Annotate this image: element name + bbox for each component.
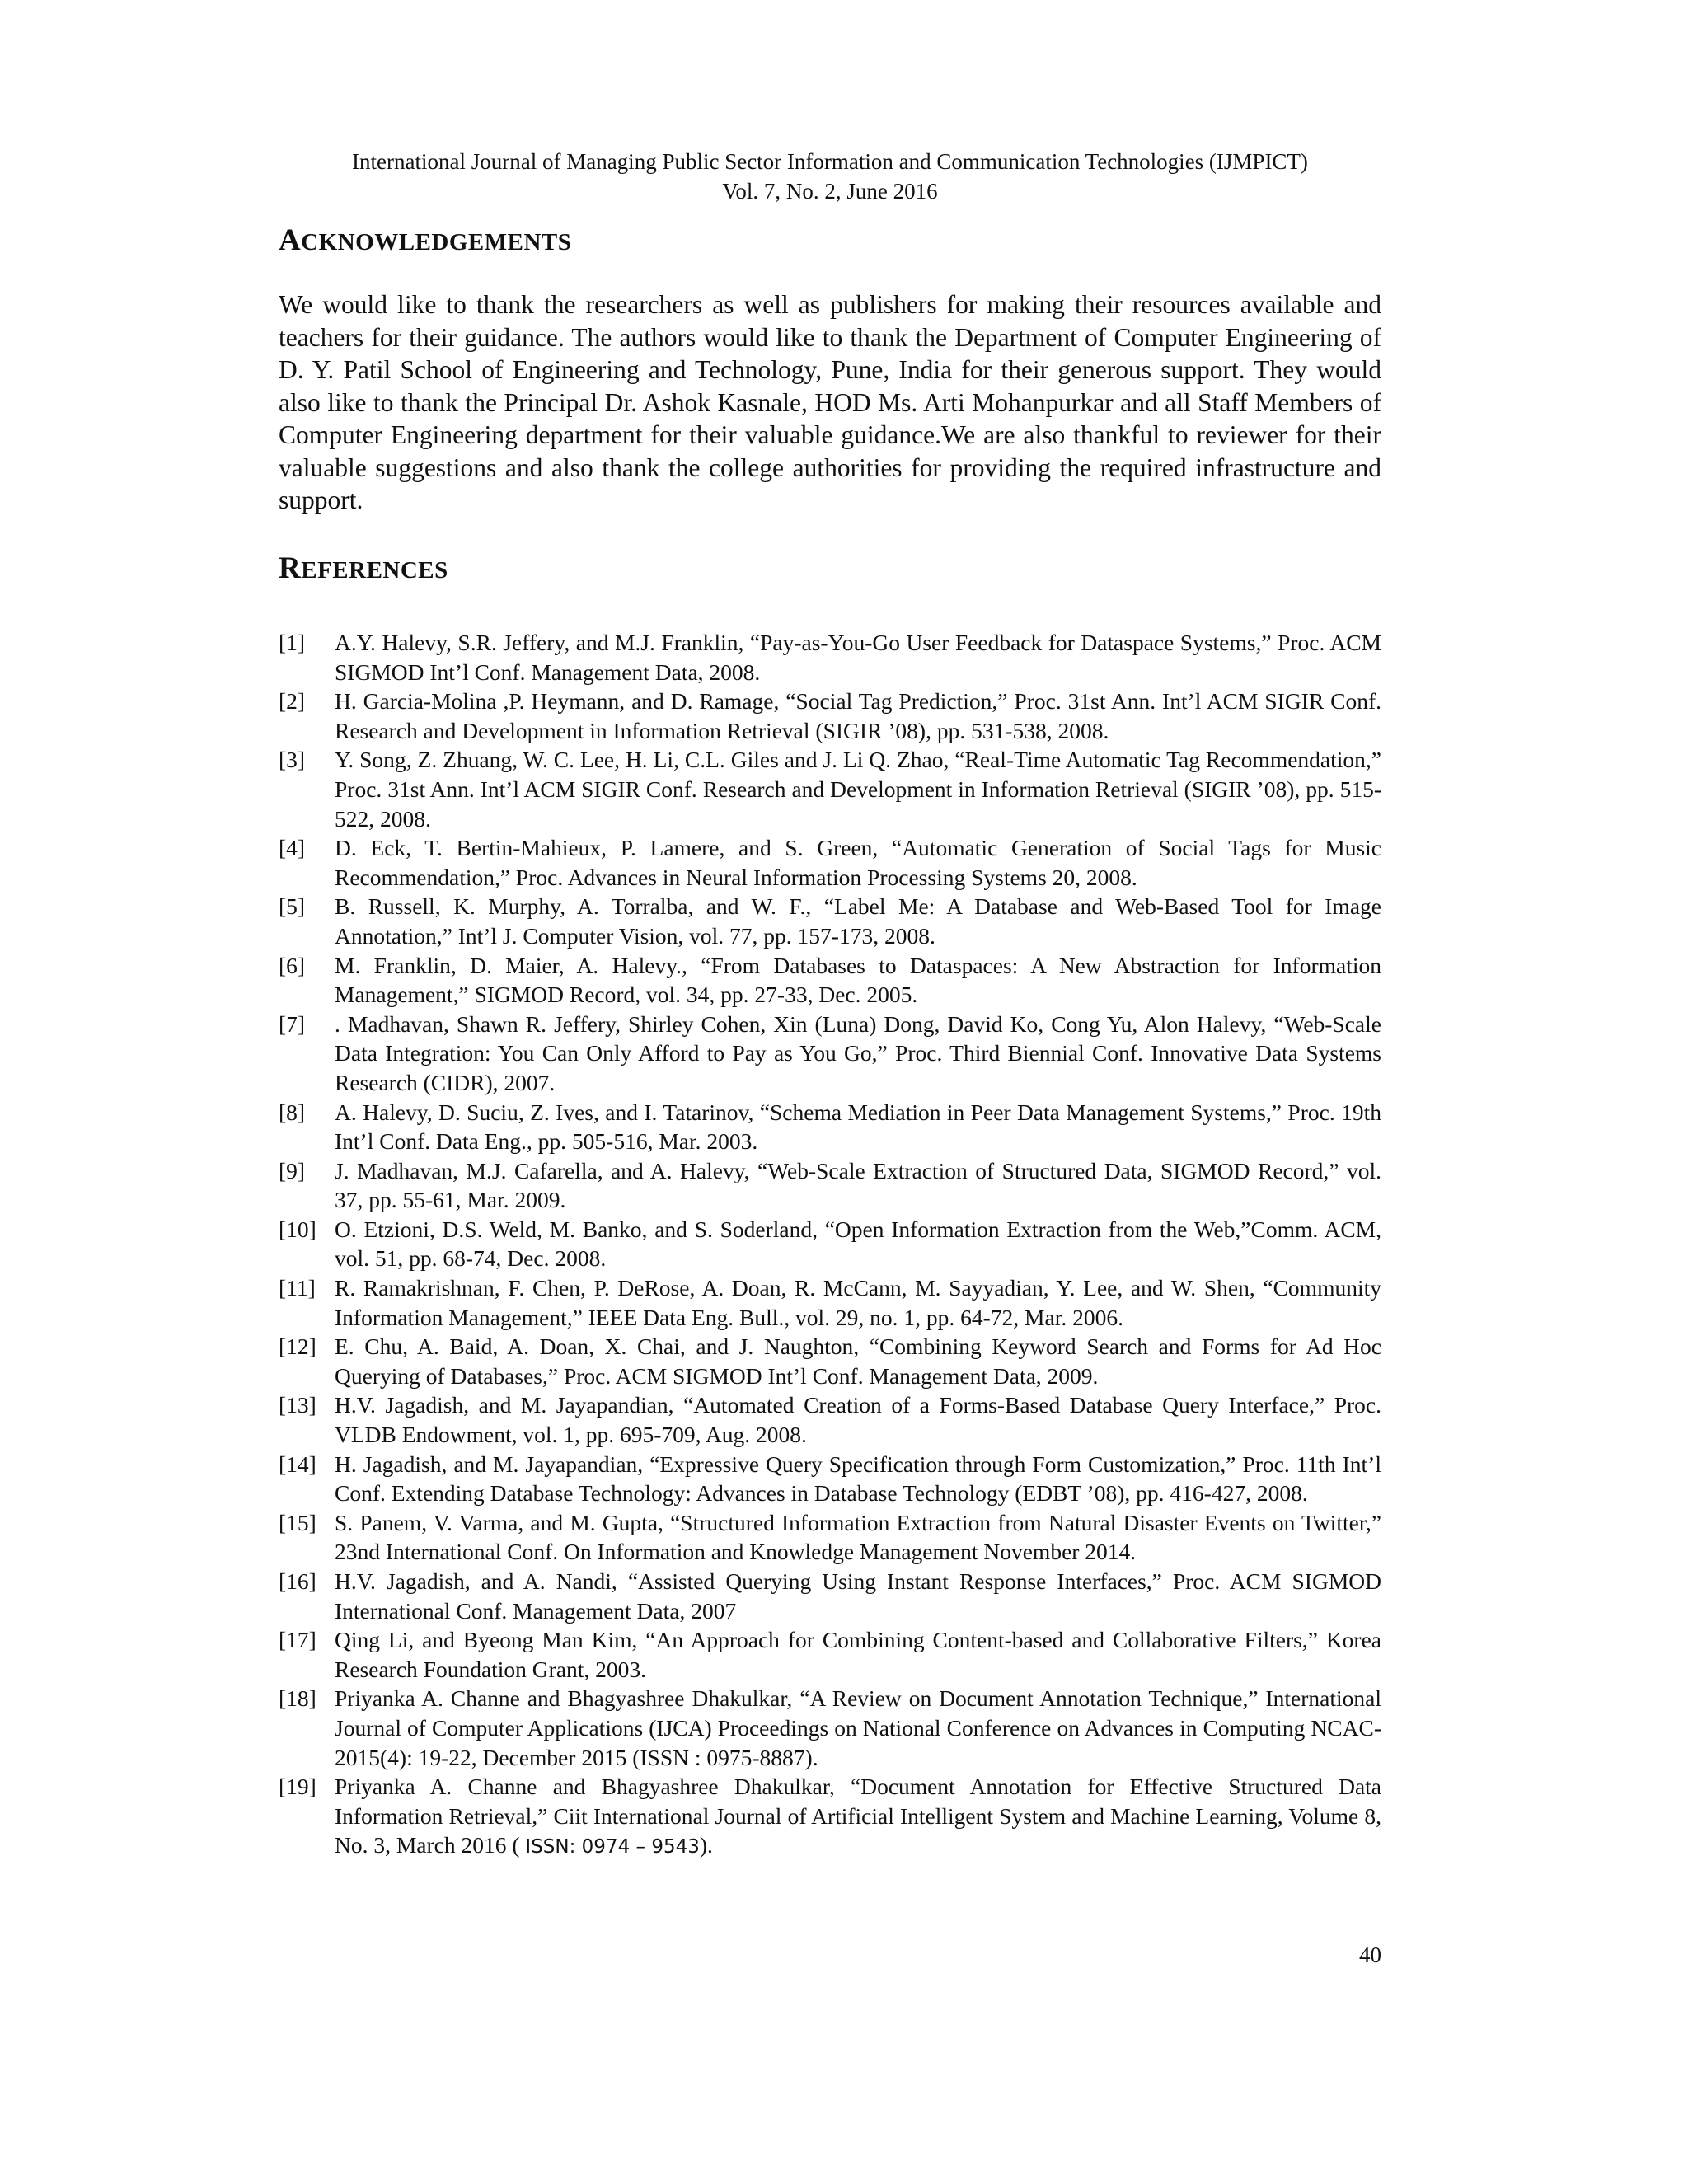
reference-citation: . Madhavan, Shawn R. Jeffery, Shirley Cohen, Xin (Luna) Dong, David Ko, Cong Yu, Alon Halevy, “Web-Scale Data Integration: You Can Only Afford to Pay as You Go,” Proc. Third Biennial Conf. Innovative Data Systems Research (CIDR), 2007. (335, 1010, 1381, 1095)
reference-citation: E. Chu, A. Baid, A. Doan, X. Chai, and J. Naughton, “Combining Keyword Search and Forms for Ad Hoc Querying of Databases,” Proc. ACM SIGMOD Int’l Conf. Management Data, 2009. (335, 1333, 1381, 1389)
reference-citation: M. Franklin, D. Maier, A. Halevy., “From Databases to Dataspaces: A New Abstraction for Information Management,” SIGMOD Record, vol. 34, pp. 27-33, Dec. 2005. (335, 952, 1381, 1008)
running-header (279, 147, 1381, 206)
reference-number: [4] (279, 835, 306, 861)
reference-item (279, 892, 1381, 950)
reference-item (279, 1156, 1381, 1215)
reference-text (335, 833, 1381, 892)
heading-rest: CKNOWLEDGEMENTS (301, 229, 572, 255)
reference-text (335, 1390, 1381, 1449)
reference-text (335, 1215, 1381, 1273)
reference-number: [15] (279, 1509, 316, 1535)
reference-item (279, 1215, 1381, 1273)
reference-item (279, 628, 1381, 687)
reference-citation: H.V. Jagadish, and A. Nandi, “Assisted Querying Using Instant Response Interfaces,” Proc. ACM SIGMOD International Conf. Management Data, 2007 (335, 1568, 1381, 1624)
reference-number: [1] (279, 630, 306, 655)
reference-item (279, 1567, 1381, 1625)
heading-initial: A (279, 223, 302, 257)
reference-citation: H. Garcia-Molina ,P. Heymann, and D. Ramage, “Social Tag Prediction,” Proc. 31st Ann. Int’l ACM SIGIR Conf. Research and Development in Information Retrieval (SIGIR ’08), pp. 531-538, 2008. (335, 688, 1381, 743)
reference-citation: Priyanka A. Channe and Bhagyashree Dhakulkar, “A Review on Document Annotation Technique,” International Journal of Computer Applications (IJCA) Proceedings on National Conference on Advances in Computing NCAC-2015(4): 19-22, December 2015 (ISSN : 0975-8887). (335, 1685, 1381, 1770)
reference-text (335, 1273, 1381, 1332)
reference-number: [10] (279, 1216, 316, 1242)
reference-item (279, 1098, 1381, 1156)
reference-tail: ). (699, 1832, 713, 1858)
reference-text (335, 687, 1381, 745)
reference-item (279, 687, 1381, 745)
references-heading (279, 551, 448, 588)
reference-item (279, 1450, 1381, 1508)
reference-number: [13] (279, 1392, 316, 1418)
reference-text (335, 1010, 1381, 1098)
reference-number: [16] (279, 1568, 316, 1594)
reference-item (279, 833, 1381, 892)
reference-citation: B. Russell, K. Murphy, A. Torralba, and W. F., “Label Me: A Database and Web-Based Tool for Image Annotation,” Int’l J. Computer Vision, vol. 77, pp. 157-173, 2008. (335, 893, 1381, 949)
reference-item (279, 951, 1381, 1010)
reference-text (335, 1567, 1381, 1625)
reference-number: [11] (279, 1275, 316, 1301)
reference-number: [2] (279, 688, 306, 715)
reference-text (335, 1508, 1381, 1567)
reference-citation: A.Y. Halevy, S.R. Jeffery, and M.J. Franklin, “Pay-as-You-Go User Feedback for Dataspace Systems,” Proc. ACM SIGMOD Int’l Conf. Management Data, 2008. (335, 630, 1381, 685)
reference-citation: Y. Song, Z. Zhuang, W. C. Lee, H. Li, C.L. Giles and J. Li Q. Zhao, “Real-Time Automatic Tag Recommendation,” Proc. 31st Ann. Int’l ACM SIGIR Conf. Research and Development in Information Retrieval (SIGIR ’08), pp. 515-522, 2008. (335, 747, 1381, 832)
reference-item (279, 1010, 1381, 1098)
reference-citation: D. Eck, T. Bertin-Mahieux, P. Lamere, and S. Green, “Automatic Generation of Social Tags for Music Recommendation,” Proc. Advances in Neural Information Processing Systems 20, 2008. (335, 835, 1381, 890)
reference-item (279, 745, 1381, 833)
reference-number: [8] (279, 1099, 306, 1125)
reference-text (335, 1684, 1381, 1772)
reference-number: [14] (279, 1451, 316, 1477)
reference-number: [3] (279, 747, 306, 773)
reference-text (335, 1625, 1381, 1684)
reference-citation: Qing Li, and Byeong Man Kim, “An Approach for Combining Content-based and Collaborative Filters,” Korea Research Foundation Grant, 2003. (335, 1627, 1381, 1682)
reference-list (279, 628, 1381, 1863)
reference-item (279, 1625, 1381, 1684)
reference-item (279, 1684, 1381, 1772)
reference-text (335, 951, 1381, 1010)
reference-item (279, 1273, 1381, 1332)
reference-issn: ISSN: 0974 – 9543 (525, 1836, 700, 1858)
reference-citation: Priyanka A. Channe and Bhagyashree Dhakulkar, “Document Annotation for Effective Structured Data Information Retrieval,” Ciit International Journal of Artificial Intelligent System and Machine Learning, Volume 8, No. 3, March 2016 ( (335, 1774, 1381, 1858)
reference-text (335, 1450, 1381, 1508)
reference-number: [9] (279, 1157, 306, 1183)
reference-number: [18] (279, 1685, 316, 1712)
reference-item (279, 1772, 1381, 1863)
page-number: 40 (1359, 1943, 1381, 1967)
reference-citation: J. Madhavan, M.J. Cafarella, and A. Halevy, “Web-Scale Extraction of Structured Data, SIGMOD Record,” vol. 37, pp. 55-61, Mar. 2009. (335, 1157, 1381, 1213)
heading-initial: R (279, 551, 302, 585)
reference-citation: O. Etzioni, D.S. Weld, M. Banko, and S. Soderland, “Open Information Extraction from the Web,”Comm. ACM, vol. 51, pp. 68-74, Dec. 2008. (335, 1216, 1381, 1272)
reference-item (279, 1332, 1381, 1390)
reference-text (335, 628, 1381, 687)
reference-item (279, 1390, 1381, 1449)
reference-number: [5] (279, 893, 306, 920)
reference-text (335, 1156, 1381, 1215)
reference-text (335, 1332, 1381, 1390)
reference-number: [7] (279, 1010, 306, 1037)
volume-info: Vol. 7, No. 2, June 2016 (722, 179, 938, 204)
reference-citation: S. Panem, V. Varma, and M. Gupta, “Structured Information Extraction from Natural Disaster Events on Twitter,” 23nd International Conf. On Information and Knowledge Management November 2014. (335, 1509, 1381, 1565)
reference-text (335, 892, 1381, 950)
reference-item (279, 1508, 1381, 1567)
acknowledgements-body: We would like to thank the researchers as well as publishers for making their resources available and teachers for their guidance. The authors would like to thank the Department of Computer Engineering of D. Y. Patil School of Engineering and Technology, Pune, India for their generous support. They would also like to thank the Principal Dr. Ashok Kasnale, HOD Ms. Arti Mohanpurkar and all Staff Members of Computer Engineering department for their valuable guidance.We are also thankful to reviewer for their valuable suggestions and also thank the college authorities for providing the required infrastructure and support. (279, 290, 1381, 514)
reference-number: [6] (279, 952, 306, 978)
reference-citation: R. Ramakrishnan, F. Chen, P. DeRose, A. Doan, R. McCann, M. Sayyadian, Y. Lee, and W. Shen, “Community Information Management,” IEEE Data Eng. Bull., vol. 29, no. 1, pp. 64-72, Mar. 2006. (335, 1275, 1381, 1330)
reference-citation: H.V. Jagadish, and M. Jayapandian, “Automated Creation of a Forms-Based Database Query Interface,” Proc. VLDB Endowment, vol. 1, pp. 695-709, Aug. 2008. (335, 1392, 1381, 1448)
reference-text (335, 745, 1381, 833)
reference-text (335, 1772, 1381, 1863)
reference-number: [17] (279, 1627, 316, 1653)
reference-number: [19] (279, 1774, 316, 1800)
reference-citation: A. Halevy, D. Suciu, Z. Ives, and I. Tatarinov, “Schema Mediation in Peer Data Management Systems,” Proc. 19th Int’l Conf. Data Eng., pp. 505-516, Mar. 2003. (335, 1099, 1381, 1155)
reference-text (335, 1098, 1381, 1156)
reference-citation: H. Jagadish, and M. Jayapandian, “Expressive Query Specification through Form Customization,” Proc. 11th Int’l Conf. Extending Database Technology: Advances in Database Technology (EDBT ’08), pp. 416-427, 2008. (335, 1451, 1381, 1507)
journal-title: International Journal of Managing Public Sector Information and Communication Technologies (IJMPICT) (352, 149, 1308, 174)
reference-number: [12] (279, 1333, 316, 1360)
heading-rest: EFERENCES (301, 557, 448, 583)
acknowledgements-heading (279, 223, 571, 260)
